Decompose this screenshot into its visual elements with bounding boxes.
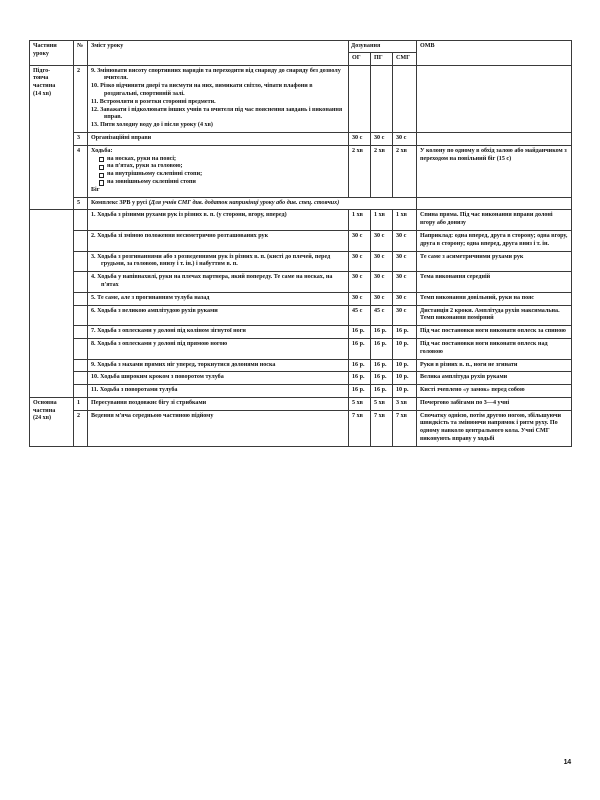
exercise-label: 8. (91, 340, 96, 347)
row-number: 2 (74, 410, 88, 446)
exercise-text (91, 254, 345, 270)
exercise-body: Ходьба з розгинаннями або з розведеннями рук із різних в. п. (кисті до плечей, перед грудьми, за головою, внизу і т. ін.) і набуттям в. п. (97, 253, 331, 268)
dose-pg: 16 р. (371, 359, 393, 372)
row-content (88, 251, 349, 272)
dose-og: 16 р. (349, 359, 371, 372)
walking-variants (91, 156, 345, 187)
dose-og: 30 с (349, 132, 371, 145)
table-row (30, 305, 572, 326)
table-header-row (30, 41, 572, 53)
row-omb: Під час постановки ноги виконати оплеск над головою (417, 338, 572, 359)
row-number (74, 359, 88, 372)
list-item-label: на зовнішньому склепінні стопи (107, 178, 196, 185)
section-title-prep-l2: товча (33, 75, 49, 82)
row-content (88, 65, 349, 132)
table-row (30, 272, 572, 293)
rule-line: 13. Пити холодну воду до і після уроку (4 хв) (91, 122, 213, 129)
table-row (30, 338, 572, 359)
row-omb: Велика амплітуда рухів руками (417, 372, 572, 385)
walking-tail: Біг (91, 186, 100, 193)
table-row (30, 132, 572, 145)
dose-og: 1 хв (349, 210, 371, 231)
exercise-body: Ходьба широким кроком з поворотом тулуба (100, 374, 224, 381)
row-omb: Спочатку однією, потім другою ногою, збільшуючи швидкість та змінюючи напрямок і ритм руху. По одному навколо центрального кола. Учні СМГ виконують вправу у ходьбі (417, 410, 572, 446)
row-omb (417, 197, 572, 210)
header-number: № (74, 41, 88, 66)
row-number (74, 251, 88, 272)
checkbox-icon (99, 173, 104, 178)
row-content (88, 197, 417, 210)
exercise-text (91, 233, 345, 241)
walking-title: Ходьба: (91, 147, 113, 154)
exercise-text (91, 362, 345, 370)
checkbox-icon (99, 165, 104, 170)
checkbox-icon (99, 180, 104, 185)
exercise-body: Ходьба з махами прямих ніг уперед, торкнутися долонями носка (97, 361, 276, 368)
row-content (88, 272, 349, 293)
row-omb: Кисті зчеплено «у замок» перед собою (417, 385, 572, 398)
row-omb: Руки в різних в. п., ноги не згинати (417, 359, 572, 372)
row-number (74, 385, 88, 398)
exercise-text (91, 328, 345, 336)
row-content (88, 145, 349, 197)
dose-og: 16 р. (349, 372, 371, 385)
dose-smg (393, 65, 417, 132)
exercise-label: 5. (91, 294, 96, 301)
dose-og: 7 хв (349, 410, 371, 446)
dose-pg: 16 р. (371, 385, 393, 398)
exercise-body: Ходьба зі зміною положення несиметрично розташованих рук (97, 232, 269, 239)
row-omb: Спина пряма. Під час виконання вправи долоні вгору або донизу (417, 210, 572, 231)
row-content: Ведення м'яча середньою частиною підйому (88, 410, 349, 446)
list-item-label: на носках, руки на поясі; (107, 155, 177, 162)
row-content (88, 210, 349, 231)
row-content: Організаційні вправи (88, 132, 349, 145)
table-row (30, 359, 572, 372)
header-smg: СМГ (393, 52, 417, 65)
table-row (30, 326, 572, 339)
dose-pg (371, 65, 393, 132)
table-row (30, 397, 572, 410)
list-item (99, 163, 345, 171)
dose-smg: 30 с (393, 230, 417, 251)
dose-smg: 2 хв (393, 145, 417, 197)
dose-og: 30 с (349, 272, 371, 293)
dose-og: 2 хв (349, 145, 371, 197)
lesson-plan-table (29, 40, 572, 447)
row-content (88, 385, 349, 398)
row-content (88, 326, 349, 339)
exercise-text (91, 387, 345, 395)
row-number (74, 305, 88, 326)
row-content (88, 372, 349, 385)
row-content: Пересування поздовжнє бігу зі стрибками (88, 397, 349, 410)
exercise-label: 11. (91, 387, 99, 394)
header-dosage: Дозування (349, 41, 417, 53)
header-og: ОГ (349, 52, 371, 65)
table-row (30, 65, 572, 132)
row-omb: Дистанція 2 кроки. Амплітуда рухів максимальна. Темп виконання помірний (417, 305, 572, 326)
section-label-prep (30, 65, 74, 210)
header-pg: ПГ (371, 52, 393, 65)
dose-smg: 30 с (393, 305, 417, 326)
rule-line: 9. Змінювати висоту спортивних нарядів та переходити від снаряду до снаряду без дозволу вчителя. (91, 67, 341, 82)
row-number (74, 338, 88, 359)
dose-og: 30 с (349, 251, 371, 272)
row-number: 5 (74, 197, 88, 210)
dose-pg: 30 с (371, 272, 393, 293)
row-content (88, 338, 349, 359)
dose-og: 30 с (349, 230, 371, 251)
row-content (88, 230, 349, 251)
row-number: 4 (74, 145, 88, 197)
row-omb: Те саме з асиметричними рухами рук (417, 251, 572, 272)
dose-smg: 7 хв (393, 410, 417, 446)
row-omb: Почергово забігами по 3—4 учні (417, 397, 572, 410)
row-content (88, 305, 349, 326)
row-number: 2 (74, 65, 88, 132)
table-row (30, 230, 572, 251)
dose-smg: 1 хв (393, 210, 417, 231)
dose-smg: 30 с (393, 292, 417, 305)
table-row (30, 145, 572, 197)
row-omb: У колону по одному в обхід залою або майданчиком з переходом на повільний біг (15 с) (417, 145, 572, 197)
dose-pg: 7 хв (371, 410, 393, 446)
section-duration-main: (24 хв) (33, 415, 52, 422)
section-label-prep-cont (30, 210, 74, 398)
section-title-prep-l1: Підго- (33, 67, 51, 74)
row-number: 3 (74, 132, 88, 145)
section-label-main (30, 397, 74, 446)
dose-smg: 30 с (393, 272, 417, 293)
list-item-label: на п'ятах, руки за головою; (107, 163, 183, 170)
rule-line: 10. Різко відчиняти двері та висмути на них, вимикати світло, чіпати плафони в роздягальні, спортивній залі. (91, 83, 313, 97)
dose-pg: 45 с (371, 305, 393, 326)
row-number (74, 210, 88, 231)
rule-line: 11. Встромляти в розетки сторонні предмети. (91, 98, 216, 105)
table-row (30, 372, 572, 385)
dose-pg: 30 с (371, 230, 393, 251)
table-row (30, 385, 572, 398)
page-number: 14 (563, 759, 571, 766)
list-item (99, 156, 345, 164)
header-part: Частини уроку (30, 41, 74, 66)
header-omb: ОМВ (417, 41, 572, 66)
row-number (74, 326, 88, 339)
dose-og: 30 с (349, 292, 371, 305)
dose-pg: 30 с (371, 132, 393, 145)
exercise-label: 1. (91, 212, 96, 219)
table-row (30, 410, 572, 446)
checkbox-icon (99, 157, 104, 162)
exercise-label: 2. (91, 232, 96, 239)
dose-smg: 16 р. (393, 326, 417, 339)
dose-pg: 30 с (371, 292, 393, 305)
row-omb: Тема виконання середній (417, 272, 572, 293)
dose-og: 45 с (349, 305, 371, 326)
complex-title: Комплекс ЗРВ у русі (91, 199, 149, 206)
row-content (88, 292, 349, 305)
dose-smg: 30 с (393, 132, 417, 145)
exercise-label: 9. (91, 361, 96, 368)
exercise-body: Ходьба з великою амплітудою рухів руками (97, 307, 218, 314)
rule-line: 12. Заважати і підколювати інших учнів та вчителя під час пояснення завдань і виконання вправ. (91, 106, 343, 121)
row-omb (417, 65, 572, 132)
row-omb (417, 132, 572, 145)
list-item (99, 171, 345, 179)
table-row (30, 197, 572, 210)
dose-og: 5 хв (349, 397, 371, 410)
row-number (74, 292, 88, 305)
section-duration-prep: (14 хв) (33, 90, 52, 97)
exercise-text (91, 341, 345, 349)
exercise-label: 3. (91, 253, 96, 260)
exercise-body: Ходьба у напівнахилі, руки на плечах партнера, який попереду. Те саме на носках, на п'ятах (97, 274, 333, 288)
exercise-body: Ходьба з поворотами тулуба (99, 387, 178, 394)
row-omb: Наприклад: одна вперед, друга в сторону; одна вгору, друга в сторону; одна вперед, друга вниз і т. ін. (417, 230, 572, 251)
dose-og: 16 р. (349, 326, 371, 339)
dose-smg: 10 р. (393, 385, 417, 398)
dose-og: 16 р. (349, 385, 371, 398)
exercise-text (91, 295, 345, 303)
row-number (74, 372, 88, 385)
dose-smg: 3 хв (393, 397, 417, 410)
dose-pg: 1 хв (371, 210, 393, 231)
row-content (88, 359, 349, 372)
exercise-text (91, 374, 345, 382)
exercise-body: Ходьба з різними рухами рук із різних в. п. (у сторони, вгору, вперед) (97, 212, 287, 219)
row-number (74, 230, 88, 251)
exercise-label: 6. (91, 307, 96, 314)
table-row (30, 292, 572, 305)
row-number (74, 272, 88, 293)
dose-pg: 2 хв (371, 145, 393, 197)
dose-pg: 30 с (371, 251, 393, 272)
dose-pg: 16 р. (371, 372, 393, 385)
section-title-prep-l3: частина (33, 83, 56, 90)
dose-smg: 30 с (393, 251, 417, 272)
header-content: Зміст уроку (88, 41, 349, 66)
exercise-label: 10. (91, 374, 99, 381)
dose-smg: 10 р. (393, 372, 417, 385)
section-title-main: Основна частина (33, 399, 57, 414)
dose-smg: 10 р. (393, 338, 417, 359)
exercise-text (91, 212, 345, 220)
exercise-body: Ходьба з оплесками у долоні під прямою ногою (97, 340, 228, 347)
dose-og: 16 р. (349, 338, 371, 359)
dose-og (349, 65, 371, 132)
row-omb: Під час постановки ноги виконати оплеск за спиною (417, 326, 572, 339)
exercise-text (91, 308, 345, 316)
complex-note: (Для учнів СМГ див. додаток наприкінці уроку або див. спец. стоячих) (148, 199, 340, 206)
dose-pg: 16 р. (371, 338, 393, 359)
exercise-body: Те саме, але з прогинанням тулуба назад (97, 294, 210, 301)
exercise-text (91, 274, 345, 290)
exercise-label: 4. (91, 274, 96, 281)
table-row (30, 210, 572, 231)
row-number: 1 (74, 397, 88, 410)
exercise-label: 7. (91, 328, 96, 335)
dose-pg: 5 хв (371, 397, 393, 410)
list-item-label: на внутрішньому склепінні стопи; (107, 171, 203, 178)
dose-smg: 10 р. (393, 359, 417, 372)
table-row (30, 251, 572, 272)
dose-pg: 16 р. (371, 326, 393, 339)
list-item (99, 179, 345, 187)
exercise-body: Ходьба з оплесками у долоні під коліном зігнутої ноги (97, 328, 246, 335)
row-omb: Темп виконання довільний, руки на пояс (417, 292, 572, 305)
